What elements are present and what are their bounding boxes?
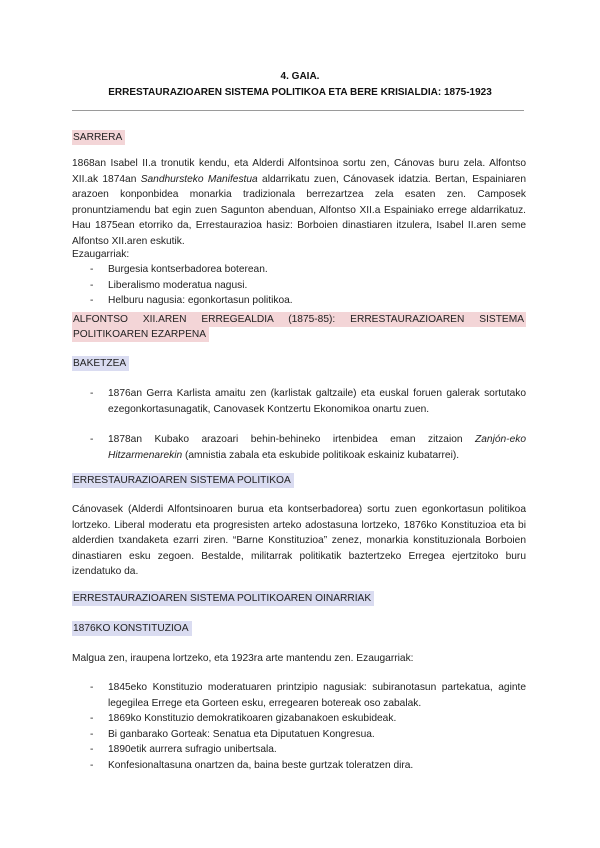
list-item: - Liberalismo moderatua nagusi. (90, 279, 248, 291)
list-item: - 1869ko Konstituzio demokratikoaren gizabanakoen eskubideak. (90, 713, 397, 724)
list-item: - Helburu nagusia: egonkortasun politikoa. (90, 295, 293, 306)
heading-konstituzioa: 1876KO KONSTITUZIOA (72, 621, 192, 636)
list-item: - 1890etik aurrera sufragio unibertsala. (90, 744, 277, 755)
ezaugarriak-label: Ezaugarriak: (72, 249, 130, 260)
list-item: - Bi ganbarako Gorteak: Senatua eta Diputatuen Kongresua. (90, 728, 375, 740)
konstituzioa-list (72, 680, 526, 773)
heading-sistema: ERRESTAURAZIOAREN SISTEMA POLITIKOA (72, 473, 294, 488)
heading-baketzea: BAKETZEA (72, 356, 129, 371)
list-item: - 1878an Kubako arazoari behin-behineko irtenbidea eman zitzaion Zanjón-eko Hitzarmenarekin (amnistia zabala eta eskubide politikoak eskainiz kubatarrei). (90, 434, 526, 461)
sistema-paragraph: Cánovasek (Alderdi Alfontsinoaren burua eta kontserbadorea) sortu zuen egonkortasun politikoa lortzeko. Liberal moderatu eta progresisten arteko adostasuna lortzeko, 1876ko Konstituzioa eta bi alderdien txandaketa ezarri ziren. “Barne Konstituzioa” zenez, monarkia konstituzionala Borboien dinastiaren esku zegoen. Bestalde, militarrak politikatik baztertzeko Erregea ejertzitoko buru izendatuko da. (72, 504, 526, 577)
list-item: - Konfesionaltasuna onartzen da, baina beste gurtzak toleratzen dira. (90, 759, 414, 771)
heading-oinarriak: ERRESTAURAZIOAREN SISTEMA POLITIKOAREN OINARRIAK (72, 591, 374, 606)
document-title: ERRESTAURAZIOAREN SISTEMA POLITIKOA ETA BERE KRISIALDIA: 1875-1923 (108, 87, 492, 98)
konstituzioa-intro: Malgua zen, iraupena lortzeko, eta 1923ra arte mantendu zen. Ezaugarriak: (72, 653, 414, 664)
heading-alfontso-line1: ALFONTSO XII.AREN ERREGEALDIA (1875-85): ERRESTAURAZIOAREN SISTEMA (73, 314, 524, 325)
manifesto-title: Sandhursteko Manifestua (140, 173, 258, 185)
heading-alfontso-line2: POLITIKOAREN EZARPENA (72, 327, 209, 342)
topic-number: 4. GAIA. (280, 71, 320, 82)
list-item: - 1845eko Konstituzio moderatuaren printzipio nagusiak: subiranotasun partekatua, aginte legegilea Errege eta Gorteen esku, erregearen botereak oso zabalak. (90, 682, 526, 709)
title-divider (72, 110, 524, 111)
zanjon-treaty: Zanjón-eko Hitzarmenarekin (108, 434, 526, 461)
list-item: - Burgesia kontserbadorea boterean. (90, 264, 268, 275)
heading-sarrera: SARRERA (72, 130, 125, 145)
sarrera-paragraph: 1868an Isabel II.a tronutik kendu, eta Alderdi Alfontsinoa sortu zen, Cánovas buru zela. Alfontso XII.ak 1874an Sandhursteko Manifestua aldarrikatu zuen, Cánovasek idatzia. Bertan, Espainiaren arazoen konponbidea monarkia tradizionala berrezartzea zela esaten zen. Camposek pronuntziamendu bat egin zuen Sagunton abenduan, Alfontso XII.a Espainiako errege aldarrikatuz. Hau 1875ean etorriko da, Errestaurazioa hasiz: Borboien dinastiaren itzulera, Isabel II.aren seme Alfontso XII.aren eskutik. (72, 158, 527, 247)
list-item: - 1876an Gerra Karlista amaitu zen (karlistak galtzaile) eta euskal foruen galerak sortutako ezegonkortasunagatik, Canovasek Kontzertu Ekonomikoa onartu zuen. (90, 388, 526, 415)
baketzea-list-2 (72, 432, 526, 463)
baketzea-list (72, 386, 526, 417)
sarrera-list (72, 262, 526, 309)
